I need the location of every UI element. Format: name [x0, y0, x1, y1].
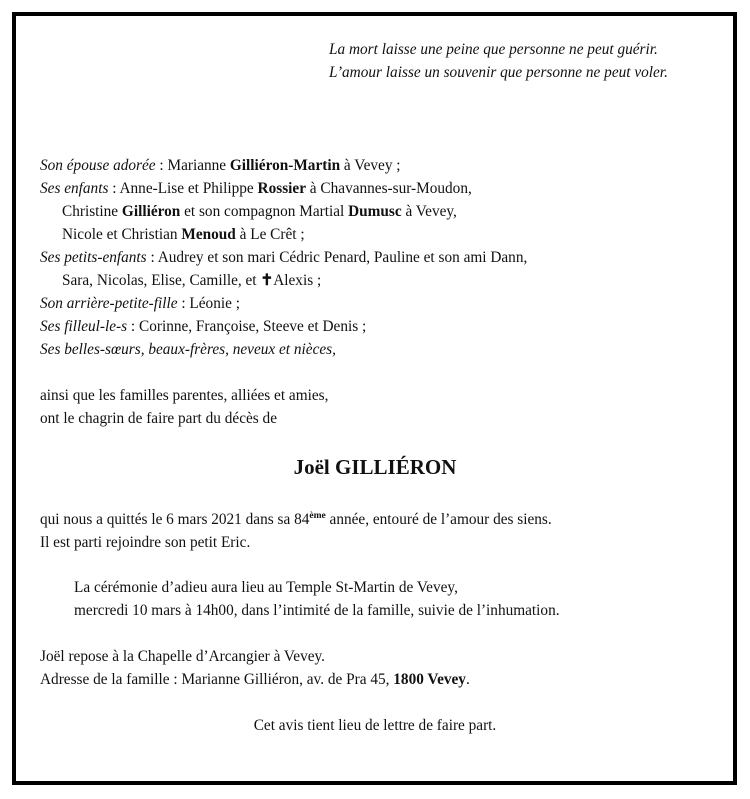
- family-godchildren: Ses filleul-le-s : Corinne, Françoise, Steeve et Denis ;: [40, 318, 367, 335]
- spouse-surname: Gilliéron-Martin: [229, 157, 341, 174]
- grandchildren-label: Ses petits-enfants: [40, 249, 147, 266]
- ceremony-line-2: mercredi 10 mars à 14h00, dans l’intimité de la famille, suivie de l’inhumation.: [74, 602, 560, 619]
- spouse-label: Son épouse adorée: [40, 157, 156, 174]
- family-grandchildren-line-1: Ses petits-enfants : Audrey et son mari Cédric Penard, Pauline et son ami Dann,: [40, 249, 528, 266]
- family-spouse: Son épouse adorée : Marianne Gilliéron-Martin à Vevey ;: [40, 157, 401, 174]
- family-grandchildren-line-2: Sara, Nicolas, Elise, Camille, et ✝Alexis ;: [62, 272, 322, 289]
- death-line-2: Il est parti rejoindre son petit Eric.: [40, 534, 251, 551]
- family-children-line-3: Nicole et Christian Menoud à Le Crêt ;: [62, 226, 305, 243]
- cross-icon: ✝: [260, 272, 274, 289]
- family-great-grandchild: Son arrière-petite-fille : Léonie ;: [40, 295, 240, 312]
- epigraph-line-2: L’amour laisse un souvenir que personne ne peut voler.: [329, 64, 668, 81]
- repose-text: Joël repose à la Chapelle d’Arcangier à Vevey.: [40, 648, 325, 665]
- announcement-line-2: ont le chagrin de faire part du décès de: [40, 410, 277, 427]
- children-label: Ses enfants: [40, 180, 109, 197]
- death-line-1: qui nous a quittés le 6 mars 2021 dans sa 84ème année, entouré de l’amour des siens.: [40, 511, 552, 528]
- closing-text: Cet avis tient lieu de lettre de faire part.: [253, 717, 497, 734]
- announcement-line-1: ainsi que les familles parentes, alliées et amies,: [40, 387, 329, 404]
- family-children-line-1: Ses enfants : Anne-Lise et Philippe Rossier à Chavannes-sur-Moudon,: [40, 180, 472, 197]
- family-address: Adresse de la famille : Marianne Gilliéron, av. de Pra 45, 1800 Vevey.: [40, 671, 470, 688]
- ceremony-line-1: La cérémonie d’adieu aura lieu au Temple St-Martin de Vevey,: [74, 579, 458, 596]
- family-in-laws: Ses belles-sœurs, beaux-frères, neveux et nièces,: [40, 341, 336, 358]
- deceased-name: Joël GILLIÉRON: [293, 455, 457, 479]
- family-children-line-2: Christine Gilliéron et son compagnon Martial Dumusc à Vevey,: [62, 203, 457, 220]
- ordinal-suffix: ème: [309, 511, 326, 521]
- epigraph-line-1: La mort laisse une peine que personne ne peut guérir.: [329, 41, 658, 58]
